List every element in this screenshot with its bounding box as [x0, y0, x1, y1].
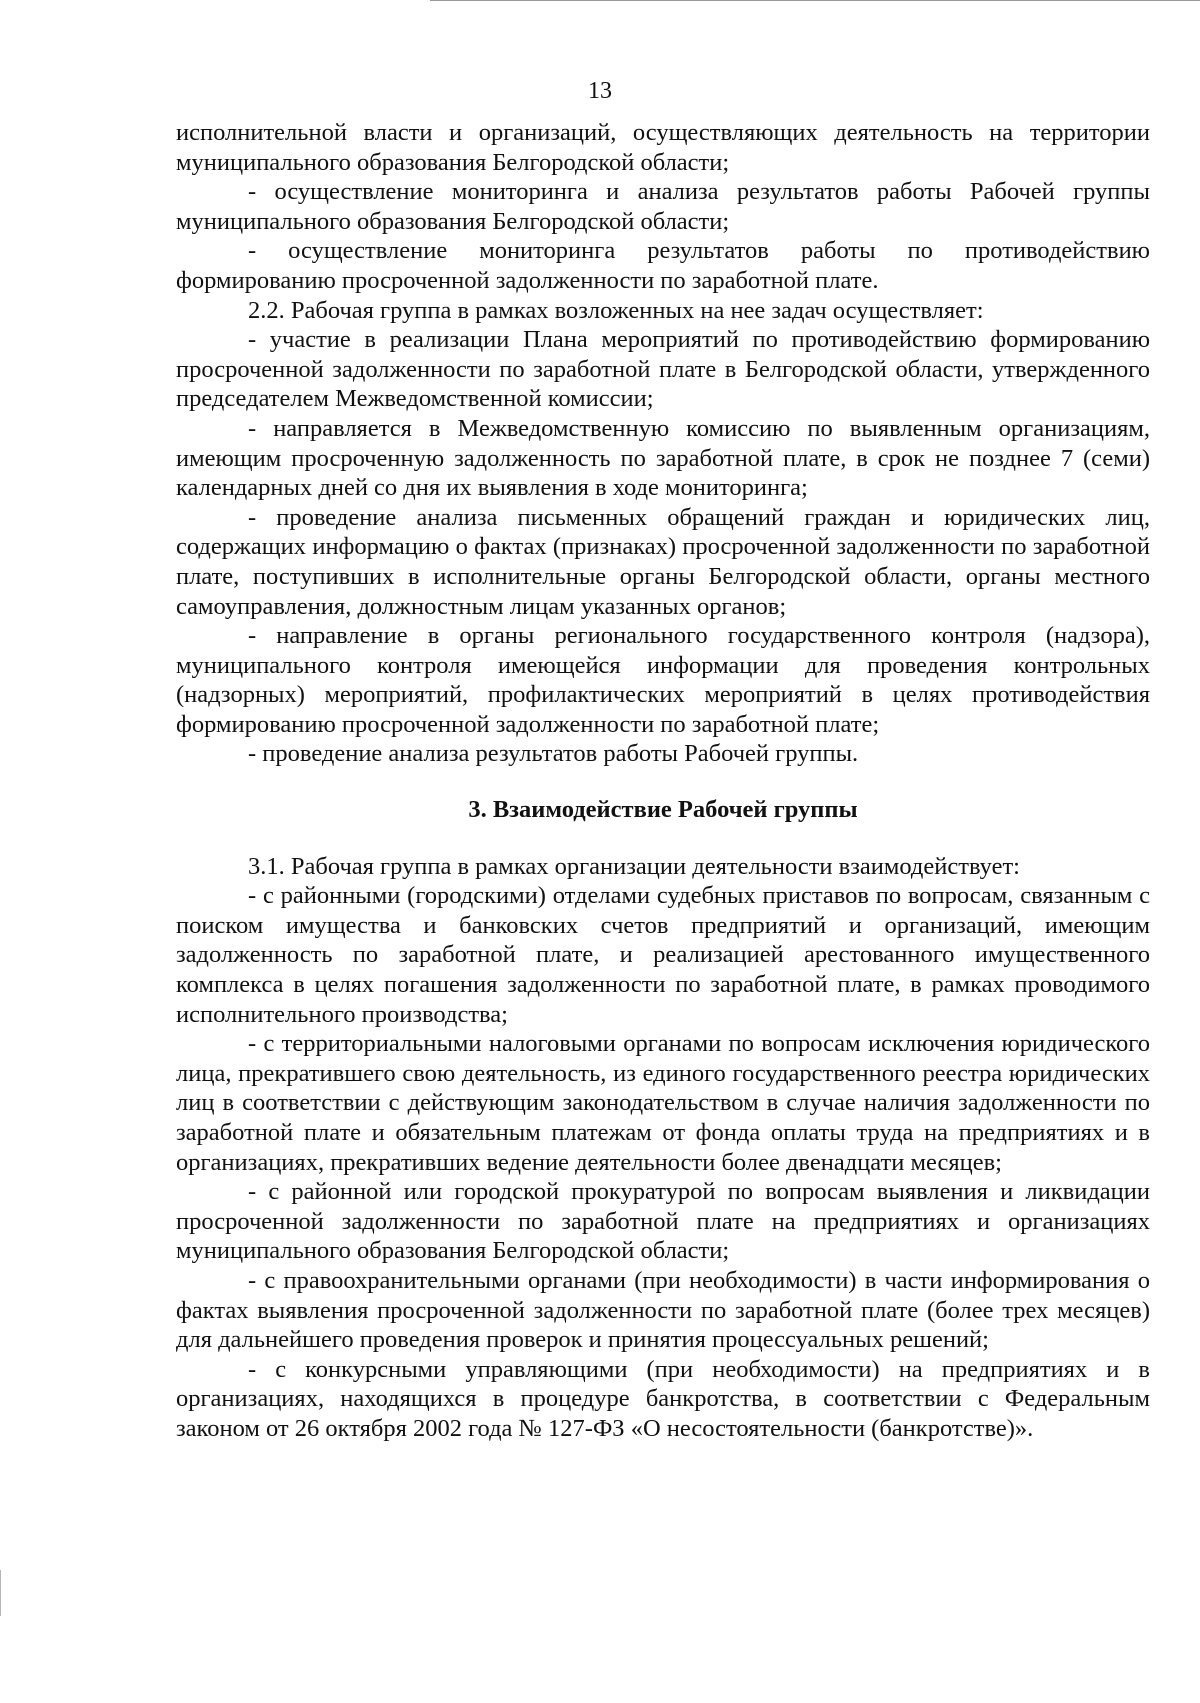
- paragraph-control-referral: - направление в органы регионального государственного контроля (надзора), муниципального контроля имеющейся информации для проведения контрольных (надзорных) мероприятий, профилактических мероприятий в целях противодействия формированию просроченной задолженности по заработной плате;: [176, 622, 1150, 738]
- paragraph-law-enforcement: - с правоохранительными органами (при необходимости) в части информирования о фактах выявления просроченной задолженности по заработной плате (более трех месяцев) для дальнейшего проведения проверок и принятия процессуальных решений;: [176, 1266, 1150, 1354]
- scan-left-edge-mark: [0, 1570, 1, 1616]
- paragraph-monitoring-analysis: - осуществление мониторинга и анализа результатов работы Рабочей группы муниципального образования Белгородской области;: [176, 178, 1150, 235]
- document-body: [176, 118, 1150, 1444]
- paragraph-continuation: исполнительной власти и организаций, осуществляющих деятельность на территории муниципального образования Белгородской области;: [176, 119, 1150, 176]
- paragraph-tax-authorities: - с территориальными налоговыми органами по вопросам исключения юридического лица, прекратившего свою деятельность, из единого государственного реестра юридических лиц в соответствии с действующим законодательством в случае наличия задолженности по заработной плате и обязательным платежам от фонда оплаты труда на предприятиях и в организациях, прекративших ведение деятельности более двенадцати месяцев;: [176, 1030, 1150, 1176]
- paragraph-bailiffs: - с районными (городскими) отделами судебных приставов по вопросам, связанным с поиском имущества и банковских счетов предприятий и организаций, имеющим задолженность по заработной плате, и реализацией арестованного имущественного комплекса в целях погашения задолженности по заработной плате, в рамках проводимого исполнительного производства;: [176, 882, 1150, 1028]
- section-3-heading: 3. Взаимодействие Рабочей группы: [468, 796, 858, 824]
- paragraph-commission-referral: - направляется в Межведомственную комиссию по выявленным организациям, имеющим просроченную задолженность по заработной плате, в срок не позднее 7 (семи) календарных дней со дня их выявления в ходе мониторинга;: [176, 414, 1150, 502]
- scan-top-edge: [430, 0, 1200, 1]
- paragraph-2-2: 2.2. Рабочая группа в рамках возложенных на нее задач осуществляет:: [248, 296, 984, 324]
- paragraph-plan-participation: - участие в реализации Плана мероприятий по противодействию формированию просроченной задолженности по заработной плате в Белгородской области, утвержденного председателем Межведомственной комиссии;: [176, 326, 1150, 413]
- paragraph-results-analysis: - проведение анализа результатов работы Рабочей группы.: [248, 740, 859, 768]
- paragraph-monitoring-results: - осуществление мониторинга результатов работы по противодействию формированию просроченной задолженности по заработной плате.: [176, 237, 1150, 294]
- paragraph-3-1: 3.1. Рабочая группа в рамках организации деятельности взаимодействует:: [248, 852, 1020, 880]
- paragraph-bankruptcy-managers: - с конкурсными управляющими (при необходимости) на предприятиях и в организациях, находящихся в процедуре банкротства, в соответствии с Федеральным законом от 26 октября 2002 года № 127-ФЗ «О несостоятельности (банкротстве)».: [176, 1355, 1150, 1442]
- paragraph-prosecutor: - с районной или городской прокуратурой по вопросам выявления и ликвидации просроченной задолженности по заработной плате на предприятиях и организациях муниципального образования Белгородской области;: [176, 1178, 1150, 1265]
- paragraph-appeals-analysis: - проведение анализа письменных обращений граждан и юридических лиц, содержащих информацию о фактах (признаках) просроченной задолженности по заработной плате, поступивших в исполнительные органы Белгородской области, органы местного самоуправления, должностным лицам указанных органов;: [176, 503, 1150, 620]
- page-number: 13: [588, 78, 612, 104]
